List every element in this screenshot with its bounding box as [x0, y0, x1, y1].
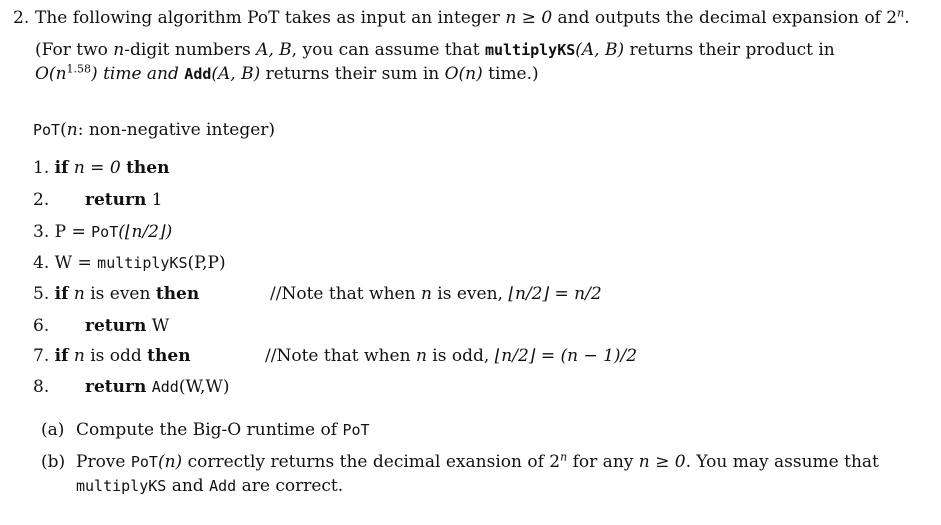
algo-line-6-num: 6. — [33, 316, 50, 336]
part-a-text: Compute the Big-O runtime of PoT — [76, 420, 370, 440]
problem-note-line-2: $O(n^{1.58})$ time and Add(A, B) returns their sum in O(n) time.) — [35, 62, 539, 84]
algo-line-4: 4. W = multiplyKS(P,P) — [33, 253, 226, 273]
algo-line-3: 3. P = PoT(⌊n/2⌋) — [33, 222, 173, 242]
algo-line-2: return 1 — [85, 190, 163, 210]
part-a-label: (a) — [41, 420, 65, 440]
part-b-label: (b) — [41, 452, 66, 472]
algo-line-6: return W — [85, 316, 170, 336]
algo-line-5: 5. if n is even then — [33, 284, 200, 304]
part-b-text-line-1: Prove PoT(n) correctly returns the decimal exansion of 2$^n$ for any n ≥ 0. You may assume that — [76, 450, 879, 472]
algo-line-7: 7. if n is odd then — [33, 346, 191, 366]
problem-intro: The following algorithm PoT takes as input an integer n ≥ 0 and outputs the decimal expansion of 2$^n$. — [35, 6, 910, 28]
algo-line-7-comment: //Note that when n is odd, ⌊n/2⌋ = (n − 1)/2 — [265, 346, 638, 366]
part-b-text-line-2: multiplyKS and Add are correct. — [76, 476, 344, 496]
algo-line-8-num: 8. — [33, 377, 50, 397]
algo-line-5-comment: //Note that when n is even, ⌊n/2⌋ = n/2 — [270, 284, 602, 304]
algorithm-signature: PoT(n: non-negative integer) — [33, 120, 276, 140]
algo-line-8: return Add(W,W) — [85, 377, 230, 397]
problem-note-line-1: (For two n-digit numbers A, B, you can assume that multiplyKS(A, B) returns their product in — [35, 40, 835, 60]
problem-number: 2. — [13, 8, 30, 28]
algo-line-2-num: 2. — [33, 190, 50, 210]
algo-line-1: 1. if n = 0 then — [33, 158, 170, 178]
